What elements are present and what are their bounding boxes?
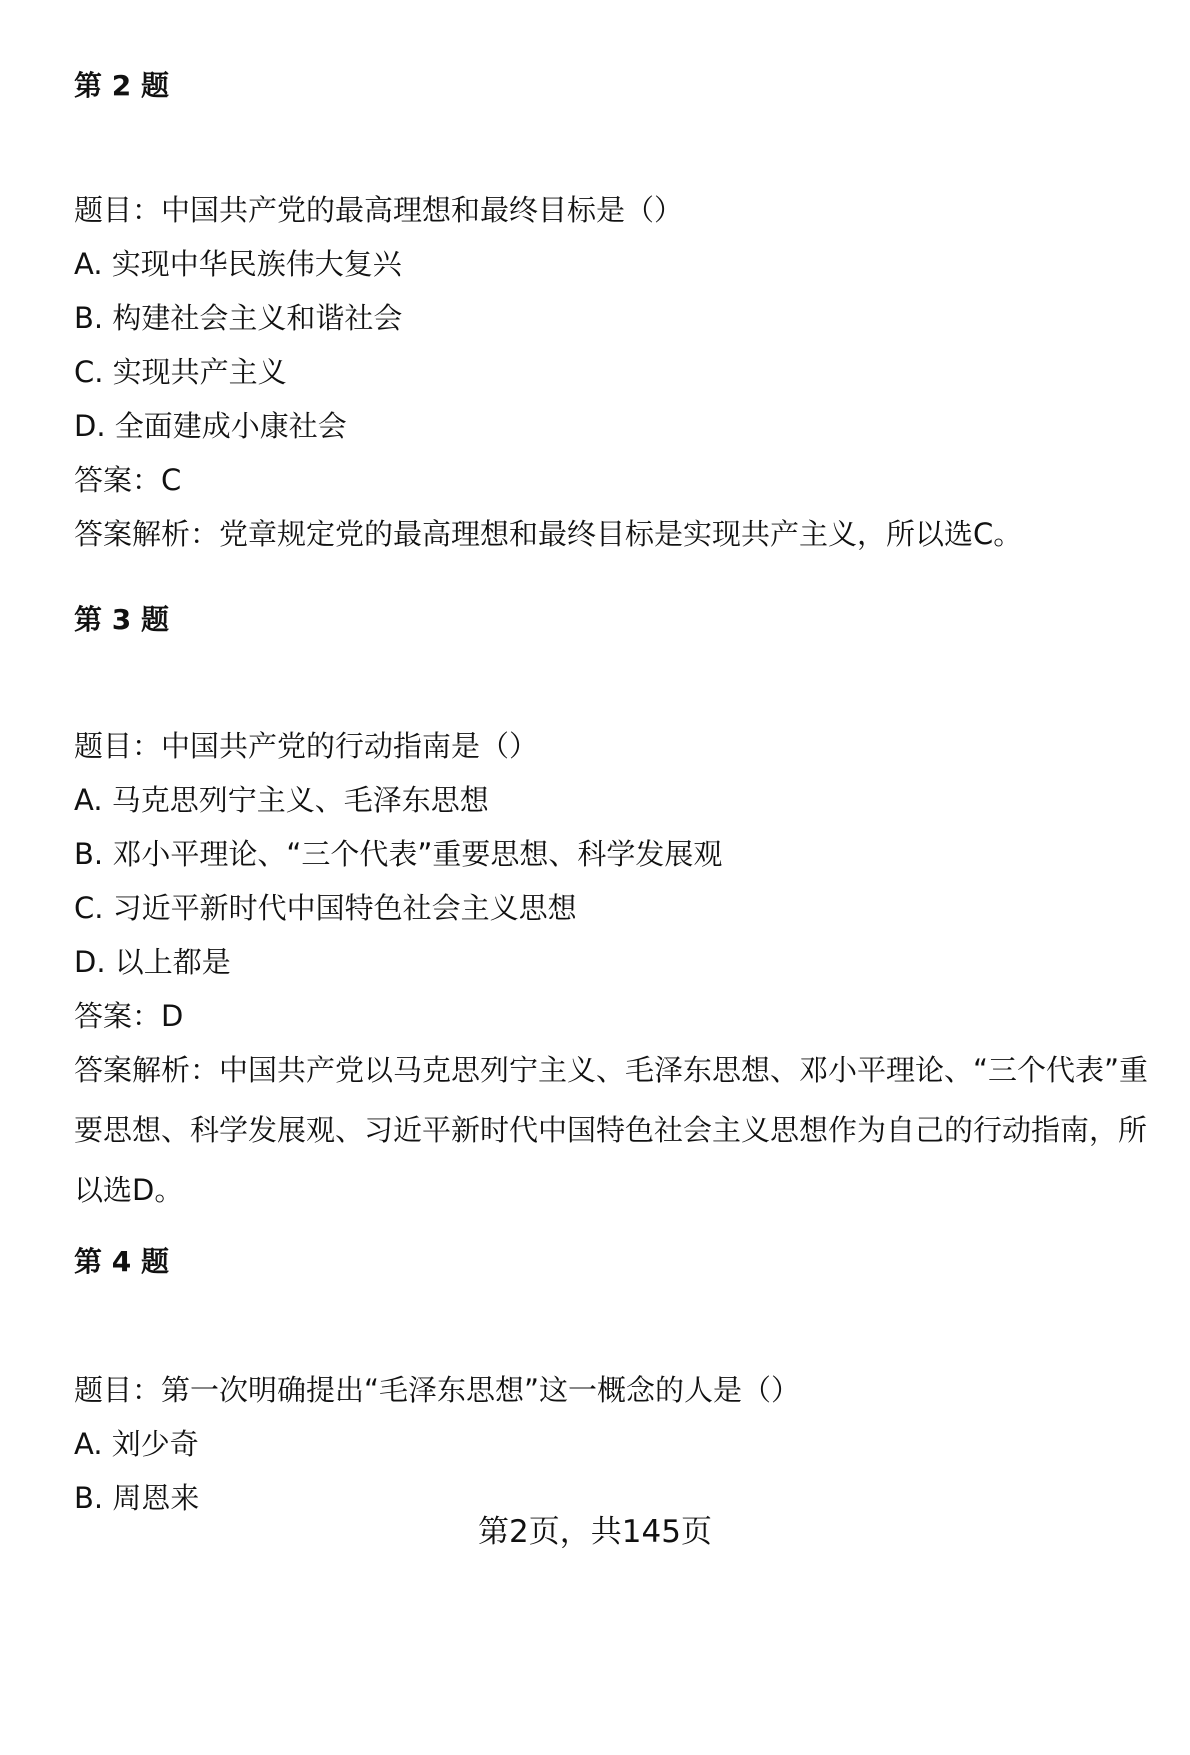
answer-explanation: 答案解析：中国共产党以马克思列宁主义、毛泽东思想、邓小平理论、“三个代表”重要思想、科学发展观、习近平新时代中国特色社会主义思想作为自己的行动指南，所以选D。 [74,1053,1149,1207]
option-b: B. 邓小平理论、“三个代表”重要思想、科学发展观 [74,837,723,871]
option-a: A. 刘少奇 [74,1427,199,1461]
answer: 答案：D [74,999,184,1033]
option-c: C. 实现共产主义 [74,355,287,389]
option-b: B. 构建社会主义和谐社会 [74,301,403,335]
page-indicator: 第2页，共145页 [478,1514,712,1550]
option-c: C. 习近平新时代中国特色社会主义思想 [74,891,577,925]
question-stem: 题目：第一次明确提出“毛泽东思想”这一概念的人是（） [74,1373,801,1407]
answer: 答案：C [74,463,182,497]
question-stem: 题目：中国共产党的最高理想和最终目标是（） [74,193,684,227]
option-d: D. 以上都是 [74,945,231,979]
option-a: A. 马克思列宁主义、毛泽东思想 [74,783,489,817]
option-b: B. 周恩来 [74,1481,200,1515]
question-heading: 第 3 题 [74,603,169,636]
question-stem: 题目：中国共产党的行动指南是（） [74,729,539,763]
question-heading: 第 2 题 [74,69,169,102]
option-d: D. 全面建成小康社会 [74,409,347,443]
question-heading: 第 4 题 [74,1245,169,1278]
option-a: A. 实现中华民族伟大复兴 [74,247,402,281]
answer-explanation: 答案解析：党章规定党的最高理想和最终目标是实现共产主义，所以选C。 [74,517,1023,551]
